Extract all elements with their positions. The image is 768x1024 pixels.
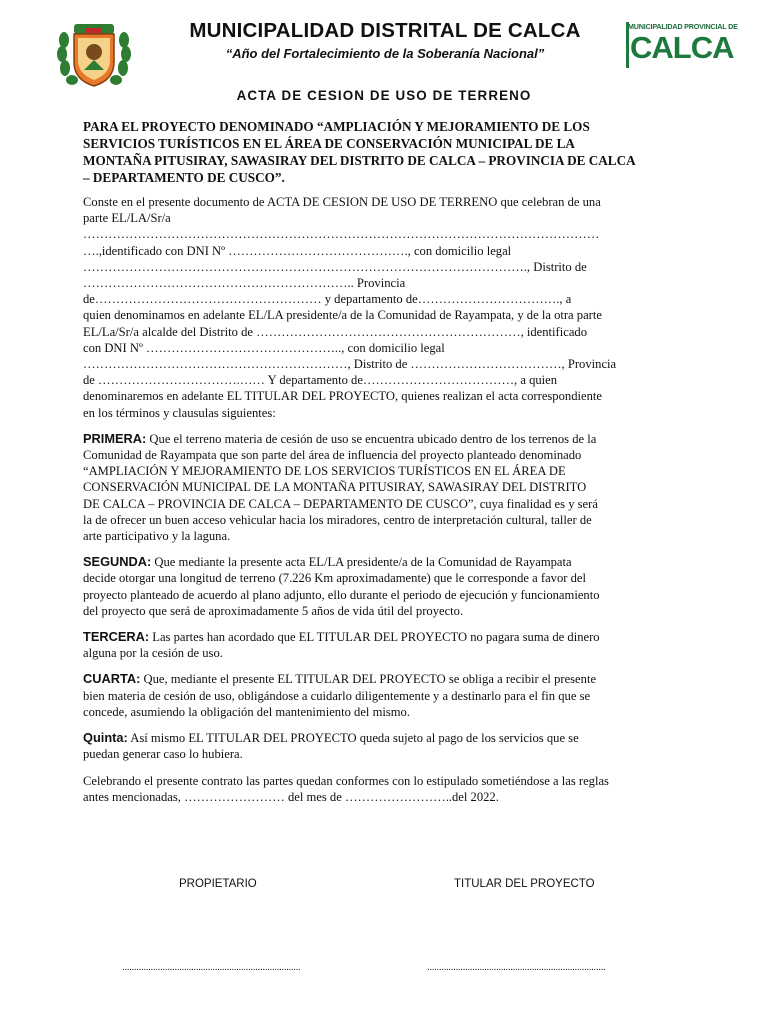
text-line: decide otorgar una longitud de terreno (7.226 Km aproximadamente) que le corresponde a favor del bbox=[83, 571, 586, 586]
clause-tercera bbox=[83, 629, 679, 661]
municipal-crest-logo bbox=[56, 22, 132, 88]
text-line: antes mencionadas, …………………… del mes de ……………………..del 2022. bbox=[83, 789, 499, 804]
text-line: Conste en el presente documento de ACTA DE CESION DE USO DE TERRENO que celebran de una bbox=[83, 195, 601, 209]
text-line: Comunidad de Rayampata que son parte del área de influencia del proyecto planteado denominado bbox=[83, 448, 582, 463]
text-line: EL/La/Sr/a alcalde del Distrito de ………………………………………………………, identificado bbox=[83, 324, 588, 339]
text-line: ….,identificado con DNI Nº ……………………………………., con domicilio legal bbox=[83, 243, 512, 258]
text-line: Así mismo EL TITULAR DEL PROYECTO queda sujeto al pago de los servicios que se bbox=[127, 731, 579, 746]
municipality-title: MUNICIPALIDAD DISTRITAL DE CALCA bbox=[189, 19, 581, 42]
intro-paragraph bbox=[83, 194, 679, 421]
text-line: arte participativo y la laguna. bbox=[83, 529, 231, 544]
clause-label: Quinta: bbox=[83, 730, 128, 746]
text-line: ……………………………………………………….. Provincia bbox=[83, 276, 406, 291]
text-line: del proyecto que será de aproximadamente 5 años de vida útil del proyecto. bbox=[83, 603, 464, 618]
clause-label: PRIMERA: bbox=[83, 430, 147, 446]
text-line: bien materia de cesión de uso, obligándose a cuidarlo diligentemente y a destinarlo para el fin que se bbox=[83, 688, 591, 703]
text-line: de……………………………………………… y departamento de……………………………., a bbox=[83, 292, 572, 307]
clause-label: TERCERA: bbox=[83, 629, 150, 645]
text-line: Que mediante la presente acta EL/LA presidente/a de la Comunidad de Rayampata bbox=[151, 555, 572, 570]
provincial-logo-wordmark: CALCA bbox=[630, 30, 734, 65]
clause-label: CUARTA: bbox=[83, 671, 141, 687]
text-line: proyecto planteado de acuerdo al plano adjunto, ello durante el periodo de ejecución y funcionamiento bbox=[83, 587, 600, 602]
document-title: ACTA DE CESION DE USO DE TERRENO bbox=[236, 88, 532, 103]
text-line: quien denominamos en adelante EL/LA presidente/a de la Comunidad de Rayampata, y de la otra parte bbox=[83, 308, 602, 323]
clause-segunda bbox=[83, 554, 679, 619]
text-line: “AMPLIACIÓN Y MEJORAMIENTO DE LOS SERVICIOS TURÍSTICOS EN EL ÁREA DE bbox=[83, 464, 566, 479]
text-line: DE CALCA – PROVINCIA DE CALCA – DEPARTAMENTO DE CUSCO”, cuya finalidad es y será bbox=[83, 496, 598, 511]
text-line: puedan generar caso lo hubiera. bbox=[83, 747, 243, 762]
project-statement: PARA EL PROYECTO DENOMINADO “AMPLIACIÓN Y MEJORAMIENTO DE LOS SERVICIOS TURÍSTICOS EN EL ÁREA DE CONSERVACIÓN MUNICIPAL DE LA MONTAÑA PITUSIRAY, SAWASIRAY DEL DISTRITO DE CALCA – PROVINCIA DE CALCA – DEPARTAMENTO DE CUSCO”. bbox=[83, 119, 635, 185]
text-line: Celebrando el presente contrato las partes quedan conformes con lo estipulado sometiéndose a las reglas bbox=[83, 773, 609, 788]
signature-line-titular: ........................................................................... bbox=[427, 962, 606, 973]
clause-quinta bbox=[83, 730, 679, 762]
signature-label-propietario: PROPIETARIO bbox=[179, 878, 257, 890]
text-line: Que el terreno materia de cesión de uso se encuentra ubicado dentro de los terrenos de la bbox=[146, 431, 597, 446]
clause-cuarta bbox=[83, 671, 679, 720]
provincial-logo-caption: MUNICIPALIDAD PROVINCIAL DE bbox=[628, 22, 738, 31]
text-line: denominaremos en adelante EL TITULAR DEL PROYECTO, quienes realizan el acta correspondiente bbox=[83, 389, 602, 404]
text-line: concede, asumiendo la obligación del mantenimiento del mismo. bbox=[83, 704, 411, 719]
text-line: ………………………………………………………, Distrito de ………………………………, Provincia bbox=[83, 357, 617, 372]
clause-label: SEGUNDA: bbox=[83, 554, 152, 570]
text-line: ……………………………………………………………………………………………., Distrito de bbox=[83, 259, 587, 274]
signature-line-propietario: ........................................................................... bbox=[122, 962, 301, 973]
closing-paragraph bbox=[83, 773, 679, 805]
text-line: parte EL/LA/Sr/a bbox=[83, 211, 171, 226]
text-line: Que, mediante el presente EL TITULAR DEL PROYECTO se obliga a recibir el presente bbox=[140, 672, 597, 687]
text-line: de …………………………….…… Y departamento de………………………………, a quien bbox=[83, 373, 558, 388]
signature-label-titular: TITULAR DEL PROYECTO bbox=[454, 878, 595, 890]
document-body bbox=[83, 194, 679, 815]
text-line: alguna por la cesión de uso. bbox=[83, 646, 223, 661]
year-motto: “Año del Fortalecimiento de la Soberanía Nacional” bbox=[225, 46, 545, 61]
text-line: con DNI Nº ……………………………………….., con domicilio legal bbox=[83, 340, 445, 355]
clause-primera bbox=[83, 431, 679, 544]
text-line: la de ofrecer un buen acceso vehicular hacia los miradores, centro de interpretación cultural, taller de bbox=[83, 512, 592, 527]
text-line: CONSERVACIÓN MUNICIPAL DE LA MONTAÑA PITUSIRAY, SAWASIRAY DEL DISTRITO bbox=[83, 480, 587, 495]
text-line: en los términos y clausulas siguientes: bbox=[83, 405, 276, 420]
text-line: Las partes han acordado que EL TITULAR DEL PROYECTO no pagara suma de dinero bbox=[149, 630, 600, 645]
text-line: …………………………………………………………………………………………………………… bbox=[83, 227, 600, 242]
